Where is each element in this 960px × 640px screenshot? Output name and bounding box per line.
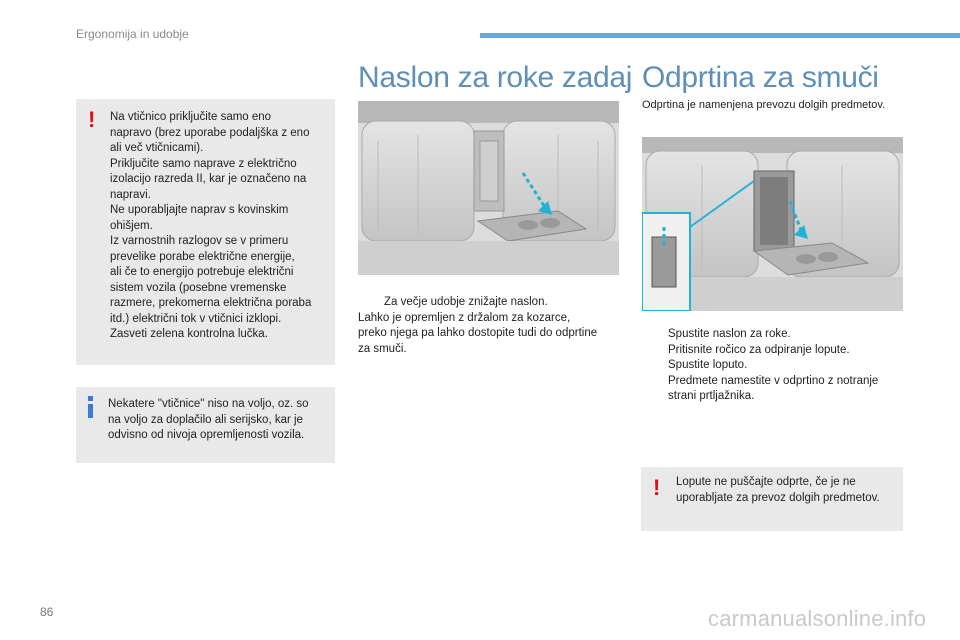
section-title: Ergonomija in udobje xyxy=(76,27,189,41)
warning-icon: ! xyxy=(653,475,661,500)
text-line: Lopute ne puščajte odprte, če je ne xyxy=(676,476,856,488)
armrest-instructions xyxy=(358,295,623,357)
warning-icon: ! xyxy=(88,107,96,132)
ski-flap-intro: Odprtina je namenjena prevozu dolgih predmetov. xyxy=(642,99,886,111)
text-line: prevelike porabe električne energije, xyxy=(110,250,295,263)
text-line: ali če to energijo potrebuje električni xyxy=(110,266,294,278)
text-line: napravo (brez uporabe podaljška z eno xyxy=(110,126,310,139)
text-line: itd.) električni tok v vtičnici izklopi. xyxy=(110,312,282,325)
step-text: Pritisnite ročico za odpiranje lopute. xyxy=(668,343,850,356)
text-line: odvisno od nivoja opremljenosti vozila. xyxy=(108,429,305,441)
bullet-text: Za večje udobje znižajte naslon. xyxy=(384,296,548,308)
text-line: izolacijo razreda II, kar je označeno na xyxy=(110,173,307,185)
text-line: Na vtičnico priključite samo eno xyxy=(110,111,272,123)
step-item xyxy=(642,358,906,374)
step-text: Spustite naslon za roke. xyxy=(668,328,791,340)
watermark: carmanualsonline.info xyxy=(708,606,927,631)
ski-flap-steps xyxy=(642,327,906,405)
text-line: ali več vtičnicami). xyxy=(110,142,204,154)
text-line: Zasveti zelena kontrolna lučka. xyxy=(110,328,268,340)
step-item xyxy=(642,343,906,359)
warning-box-text xyxy=(676,475,900,506)
info-box-text xyxy=(108,397,333,444)
warning-box-text xyxy=(110,110,332,343)
text-line: napravi. xyxy=(110,188,151,201)
ski-flap-heading: Odprtina za smuči xyxy=(642,61,879,94)
text-line: razmere, prekomerna električna poraba xyxy=(110,297,312,309)
text-line: sistem vozila (posebne vremenske xyxy=(110,281,287,294)
text-line: uporabljate za prevoz dolgih predmetov. xyxy=(676,491,880,504)
step-text: Predmete namestite v odprtino z notranje xyxy=(668,374,879,387)
step-text: Spustite loputo. xyxy=(668,359,748,371)
step-item xyxy=(642,327,906,343)
step-continuation: strani prtljažnika. xyxy=(668,390,755,402)
step-item xyxy=(642,374,906,390)
text-line: na voljo za doplačilo ali serijsko, kar je xyxy=(108,413,303,426)
armrest-heading: Naslon za roke zadaj xyxy=(358,61,633,94)
text-line: za smuči. xyxy=(358,342,407,355)
bullet-item xyxy=(358,295,623,311)
text-line: preko njega pa lahko dostopite tudi do odprtine xyxy=(358,327,598,339)
text-line: Iz varnostnih razlogov se v primeru xyxy=(110,235,289,247)
text-line: Ne uporabljajte naprav s kovinskim xyxy=(110,204,289,216)
text-line: Nekatere "vtičnice" niso na voljo, oz. so xyxy=(108,398,309,410)
text-line: Priključite samo naprave z električno xyxy=(110,157,297,170)
ski-flap-photo xyxy=(642,137,903,311)
text-line: Lahko je opremljen z držalom za kozarce, xyxy=(358,311,571,324)
section-header-bar xyxy=(480,33,960,38)
page-number: 86 xyxy=(40,605,54,619)
text-line: ohišjem. xyxy=(110,219,153,232)
armrest-photo xyxy=(358,101,619,275)
